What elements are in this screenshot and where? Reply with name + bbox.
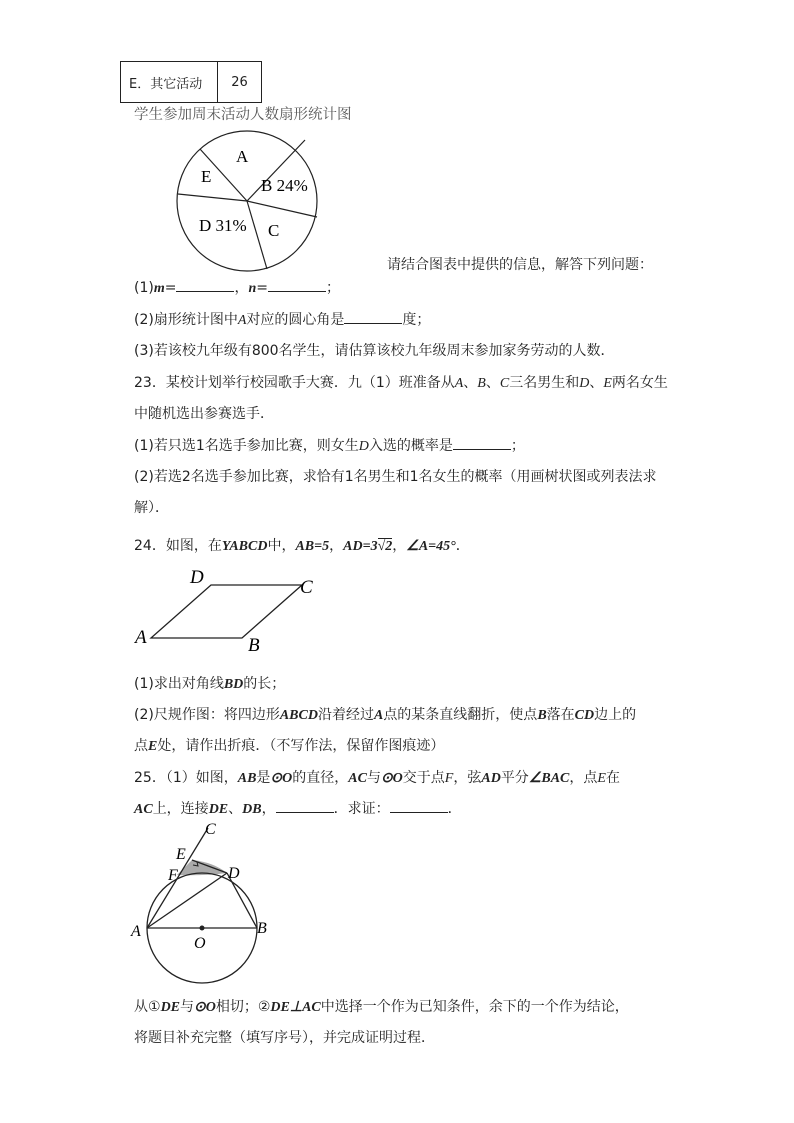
var-n: n [248, 281, 257, 296]
pie-label-c: C [268, 221, 280, 240]
q22-p1-num: (1) [134, 280, 154, 296]
q25-l3-c: 相切；② [215, 999, 271, 1015]
q24-part1 [134, 673, 285, 693]
sqrt-radicand: 2 [385, 539, 393, 554]
var-f: F [444, 771, 454, 786]
var-ab: AB [295, 539, 315, 554]
q23-line2: 中随机选出参赛选手． [134, 406, 274, 422]
pie-divider [178, 194, 247, 201]
label-e: E [176, 846, 186, 863]
table-row [121, 62, 262, 103]
q23-l1-a: 23．某校计划举行校园歌手大赛．九（1）班准备从 [134, 375, 455, 391]
chord-ad [147, 873, 227, 928]
circle-o: ⊙O [270, 771, 293, 786]
q25-l1-i: 在 [605, 770, 620, 786]
label-c: C [300, 577, 313, 598]
q24-ad-value: =3 [362, 539, 378, 554]
var-ac: AC [348, 771, 367, 786]
answer-blank [268, 279, 326, 292]
parallelogram-symbol: Y [221, 539, 230, 554]
q22-end: ； [326, 280, 340, 296]
sep: ． [455, 538, 470, 554]
label-f: F [168, 867, 178, 884]
var-bd: BD [223, 677, 244, 692]
q22-p2-b: 对应的圆心角是 [246, 312, 345, 328]
sqrt: √2 [377, 539, 393, 554]
sep: ， [261, 801, 276, 817]
var-e: E [603, 376, 612, 391]
label-b: B [257, 920, 267, 937]
answer-blank [176, 279, 234, 292]
pie-divider [247, 201, 317, 217]
pie-label-a: A [236, 147, 249, 166]
q24-line1 [134, 535, 470, 555]
q22-comma: ， [234, 280, 249, 296]
var-de: DE [208, 802, 229, 817]
q24-part2a [134, 704, 636, 724]
q25-l1-a: 25．（1）如图， [134, 770, 238, 786]
q24-l1-b: 中， [267, 538, 296, 554]
var-de: DE [160, 1000, 181, 1015]
q22-p2-a: (2)扇形统计图中 [134, 312, 238, 328]
pie-caption: 学生参加周末活动人数扇形统计图 [134, 107, 352, 123]
q22-eq: = [256, 280, 268, 296]
q25-line2 [134, 798, 462, 818]
perpendicular: DE⊥AC [270, 1000, 321, 1015]
q24-ab-value: =5 [314, 539, 330, 554]
q25-l2-c: ．求证： [333, 801, 390, 817]
var-e: E [148, 739, 158, 754]
var-ab: AB [237, 771, 257, 786]
q23-part2b: 解）． [134, 500, 169, 516]
q25-line3 [134, 996, 629, 1016]
q22-p2-c: 度； [402, 312, 431, 328]
angle-bac: ∠BAC [528, 771, 570, 786]
pie-chart [170, 130, 330, 280]
q24-p2-f: 点 [134, 738, 148, 754]
circle-o: ⊙O [380, 771, 403, 786]
q24-p2-e: 边上的 [594, 707, 637, 723]
q24-p2-d: 落在 [546, 707, 575, 723]
q25-l1-g: 平分 [500, 770, 529, 786]
q25-l3-b: 与 [180, 999, 195, 1015]
q24-p2-c: 点的某条直线翻折，使点 [383, 707, 538, 723]
var-ac: AC [134, 802, 153, 817]
data-table [120, 61, 262, 103]
label-a: A [131, 923, 141, 940]
var-a: A [237, 313, 247, 328]
q22-part2 [134, 309, 430, 329]
var-e: E [597, 771, 606, 786]
label-a: A [135, 627, 147, 648]
q23-part2a: (2)若选2名选手参加比赛，求恰有1名男生和1名女生的概率（用画树状图或列表法求 [134, 469, 657, 485]
var-ad: AD [481, 771, 501, 786]
q22-part3: (3)若该校九年级有800名学生，请估算该校九年级周末参加家务劳动的人数． [134, 343, 615, 359]
var-a: A [454, 376, 464, 391]
label-d: D [228, 865, 240, 882]
var-cd: CD [574, 708, 595, 723]
label-d: D [190, 567, 204, 588]
q24-p1-a: (1)求出对角线 [134, 676, 224, 692]
q25-l1-f: ，弦 [453, 770, 482, 786]
q25-l1-h: ，点 [569, 770, 598, 786]
circle-o: ⊙O [194, 1000, 216, 1015]
q24-part2b [134, 735, 444, 755]
q22-eq: = [164, 280, 177, 296]
q23-l1-b: 三名男生和 [509, 375, 580, 391]
sep: 、 [589, 375, 604, 391]
q25-l3-a: 从① [134, 999, 161, 1015]
q25-l1-d: 与 [366, 770, 381, 786]
q23-p1-a: (1)若只选1名选手参加比赛，则女生 [134, 438, 359, 454]
var-d: D [579, 376, 590, 391]
q25-l2-d: ． [447, 801, 462, 817]
parallelogram [151, 585, 302, 638]
var-abcd: ABCD [229, 539, 268, 554]
q25-l2-a: 上，连接 [152, 801, 209, 817]
label-o: O [194, 935, 206, 952]
q23-part1 [134, 435, 525, 455]
q25-l1-e: 交于点 [402, 770, 445, 786]
pie-label-e: E [201, 167, 212, 186]
var-a: A [373, 708, 384, 723]
label-b: B [248, 635, 260, 656]
sep: 、 [485, 375, 500, 391]
q24-p2-b: 沿着经过 [317, 707, 374, 723]
parallelogram-figure [128, 565, 328, 657]
sep: ， [392, 538, 407, 554]
answer-blank [344, 311, 402, 324]
var-b: B [477, 376, 486, 391]
q23-p1-b: 入选的概率是 [368, 438, 453, 454]
var-ad: AD [343, 539, 363, 554]
answer-blank [276, 800, 334, 813]
label-c: C [205, 821, 216, 838]
q24-p2-g: 处，请作出折痕．（不写作法，保留作图痕迹） [157, 738, 445, 754]
q25-l1-b: 是 [256, 770, 271, 786]
circle-figure [128, 818, 278, 988]
q23-l1-c: 两名女生 [611, 375, 668, 391]
q24-p1-b: 的长； [243, 676, 286, 692]
q23-line1 [134, 372, 668, 392]
q22-intro: 请结合图表中提供的信息，解答下列问题： [387, 257, 653, 273]
pie-divider [247, 201, 267, 269]
angle-a: ∠A=45° [406, 539, 456, 554]
sep: 、 [463, 375, 478, 391]
sep: ， [329, 538, 344, 554]
q23-p1-c: ； [510, 438, 525, 454]
answer-blank [453, 437, 511, 450]
pie-label-d: D 31% [199, 216, 247, 235]
var-c: C [499, 376, 510, 391]
q25-l3-d: 中选择一个作为已知条件，余下的一个作为结论， [320, 999, 629, 1015]
table-cell-label: E．其它活动 [121, 62, 218, 103]
pie-label-b: B 24% [261, 176, 308, 195]
table-cell-value: 26 [218, 62, 262, 103]
q25-line1 [134, 767, 620, 787]
sep: 、 [228, 801, 243, 817]
q24-p2-a: (2)尺规作图：将四边形 [134, 707, 280, 723]
q25-l1-c: 的直径， [292, 770, 349, 786]
center-point [200, 926, 205, 931]
answer-blank [390, 800, 448, 813]
q24-l1-a: 24．如图，在 [134, 538, 222, 554]
q22-part1 [134, 277, 340, 297]
var-db: DB [242, 802, 262, 817]
var-b: B [537, 708, 547, 723]
var-m: m [153, 281, 165, 296]
var-d: D [358, 439, 369, 454]
q25-line4: 将题目补充完整（填写序号），并完成证明过程． [134, 1030, 435, 1046]
var-abcd: ABCD [279, 708, 318, 723]
